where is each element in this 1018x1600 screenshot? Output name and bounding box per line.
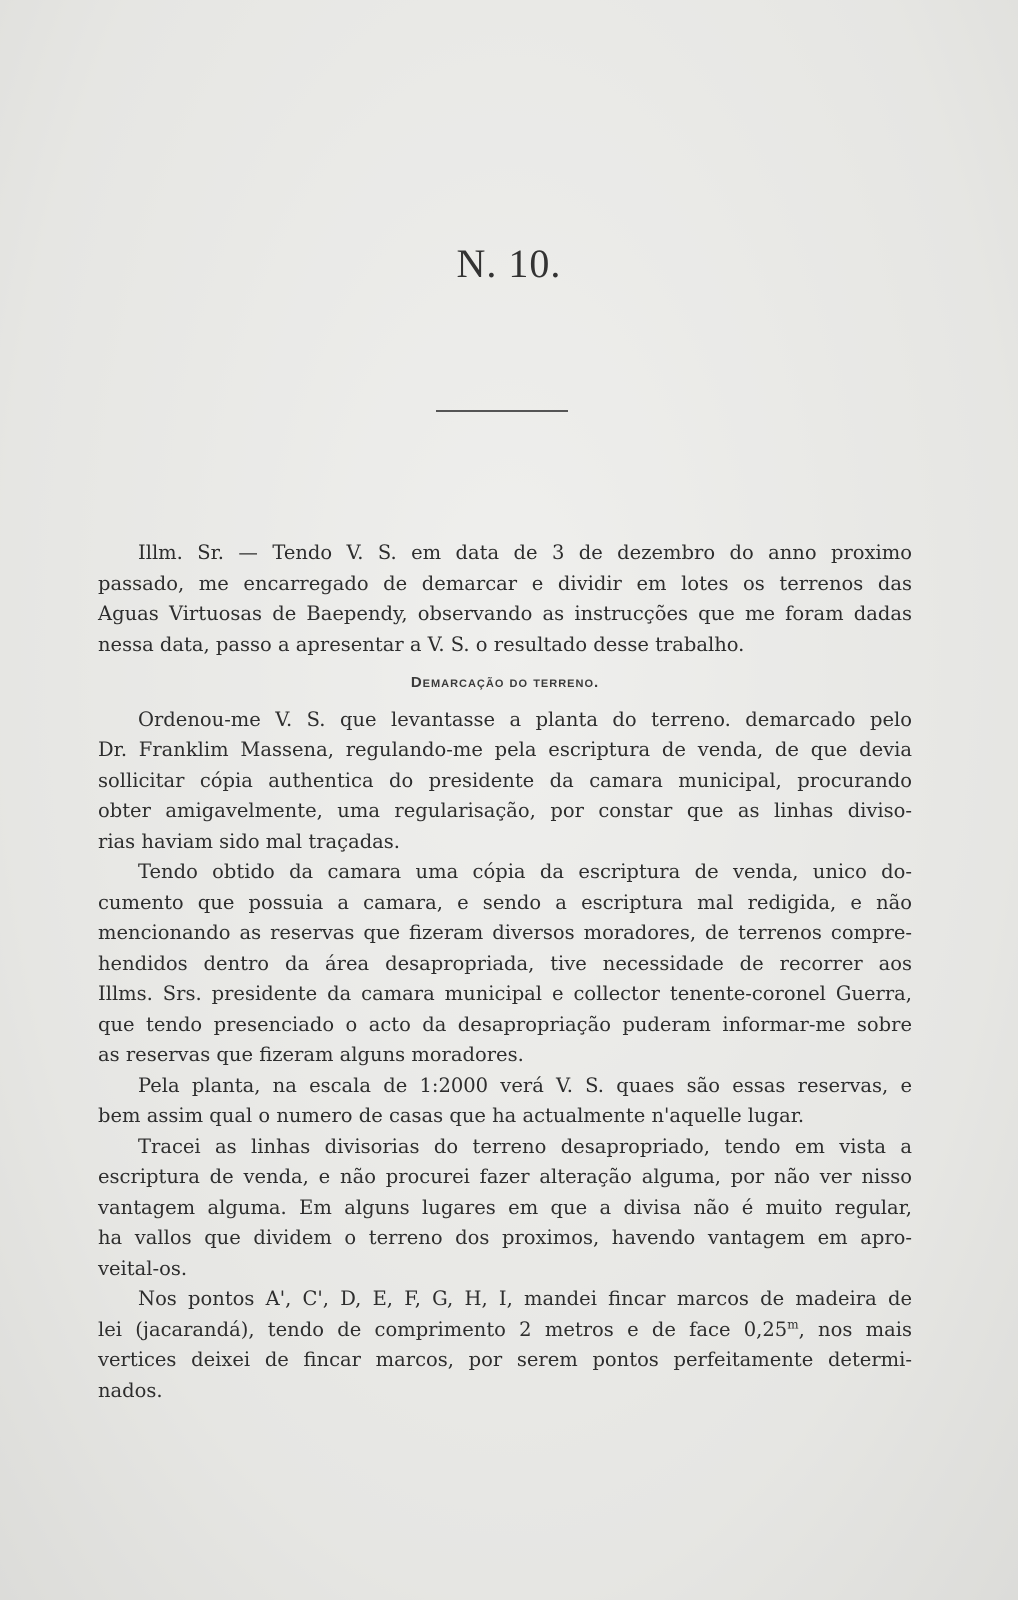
text-line: cumento que possuia a camara, e sendo a escriptura mal redigida, e não [98, 890, 912, 914]
text-line: nados. [98, 1378, 163, 1402]
text-line: veital-os. [98, 1256, 188, 1280]
paragraph-survey-order [98, 705, 912, 858]
text-line: hendidos dentro da área desapropriada, tive necessidade de recorrer aos [98, 951, 912, 975]
text-line: mencionando as reservas que fizeram diversos moradores, de terrenos compre- [98, 921, 912, 944]
paragraph-deed-copy [98, 857, 912, 1071]
text-line: que tendo presenciado o acto da desapropriação puderam informar-me sobre [98, 1012, 912, 1036]
text-line: as reservas que fizeram alguns moradores. [98, 1043, 524, 1066]
unit-superscript: m [787, 1317, 799, 1331]
text-line: Tendo obtido da camara uma cópia da escriptura de venda, unico do- [138, 860, 912, 883]
text-line: vertices deixei de fincar marcos, por serem pontos perfeitamente determi- [98, 1348, 912, 1371]
text-line: Pela planta, na escala de 1:2000 verá V. S. quaes são essas reservas, e [138, 1073, 912, 1097]
text-line: Dr. Franklim Massena, regulando-me pela escriptura de venda, de que devia [98, 738, 912, 761]
document-body [98, 538, 912, 1406]
text-line: sollicitar cópia authentica do presidente da camara municipal, procurando [98, 768, 912, 792]
text-fragment: lei (jacarandá), tendo de comprimento 2 metros e de face 0,25 [98, 1317, 788, 1341]
paragraph-dividing-lines [98, 1132, 912, 1285]
text-line: Aguas Virtuosas de Baependy, observando as instrucções que me foram dadas [98, 602, 912, 625]
text-fragment: , nos mais [798, 1317, 912, 1341]
text-line: Illm. Sr. — Tendo V. S. em data de 3 de dezembro do anno proximo [138, 541, 912, 564]
text-line: rias haviam sido mal traçadas. [98, 829, 401, 853]
text-line: nessa data, passo a apresentar a V. S. o resultado desse trabalho. [98, 632, 745, 656]
paragraph-boundary-markers [98, 1284, 912, 1406]
text-line: obter amigavelmente, uma regularisação, por constar que as linhas diviso- [98, 799, 912, 822]
text-line: Nos pontos A', C', D, E, F, G, H, I, mandei fincar marcos de madeira de [138, 1287, 912, 1310]
text-line: bem assim qual o numero de casas que ha actualmente n'aquelle lugar. [98, 1104, 805, 1127]
text-line: Ordenou-me V. S. que levantasse a planta do terreno. demarcado pelo [138, 707, 912, 731]
paragraph-introduction [98, 538, 912, 660]
heading-divider-rule [436, 410, 568, 412]
document-number-heading: N. 10. [456, 241, 562, 286]
text-line: ha vallos que dividem o terreno dos proximos, havendo vantagem em apro- [98, 1226, 912, 1249]
text-line: Tracei as linhas divisorias do terreno desapropriado, tendo em vista a [138, 1134, 912, 1158]
text-line: Illms. Srs. presidente da camara municipal e collector tenente-coronel Guerra, [98, 982, 912, 1005]
paragraph-plan-scale [98, 1071, 912, 1132]
text-line: escriptura de venda, e não procurei fazer alteração alguma, por não ver nisso [98, 1165, 912, 1188]
section-title: Demarcação do terreno. [410, 674, 600, 691]
text-line [98, 1315, 912, 1346]
text-line: vantagem alguma. Em alguns lugares em que a divisa não é muito regular, [98, 1195, 912, 1219]
text-line: passado, me encarregado de demarcar e dividir em lotes os terrenos das [98, 571, 912, 595]
